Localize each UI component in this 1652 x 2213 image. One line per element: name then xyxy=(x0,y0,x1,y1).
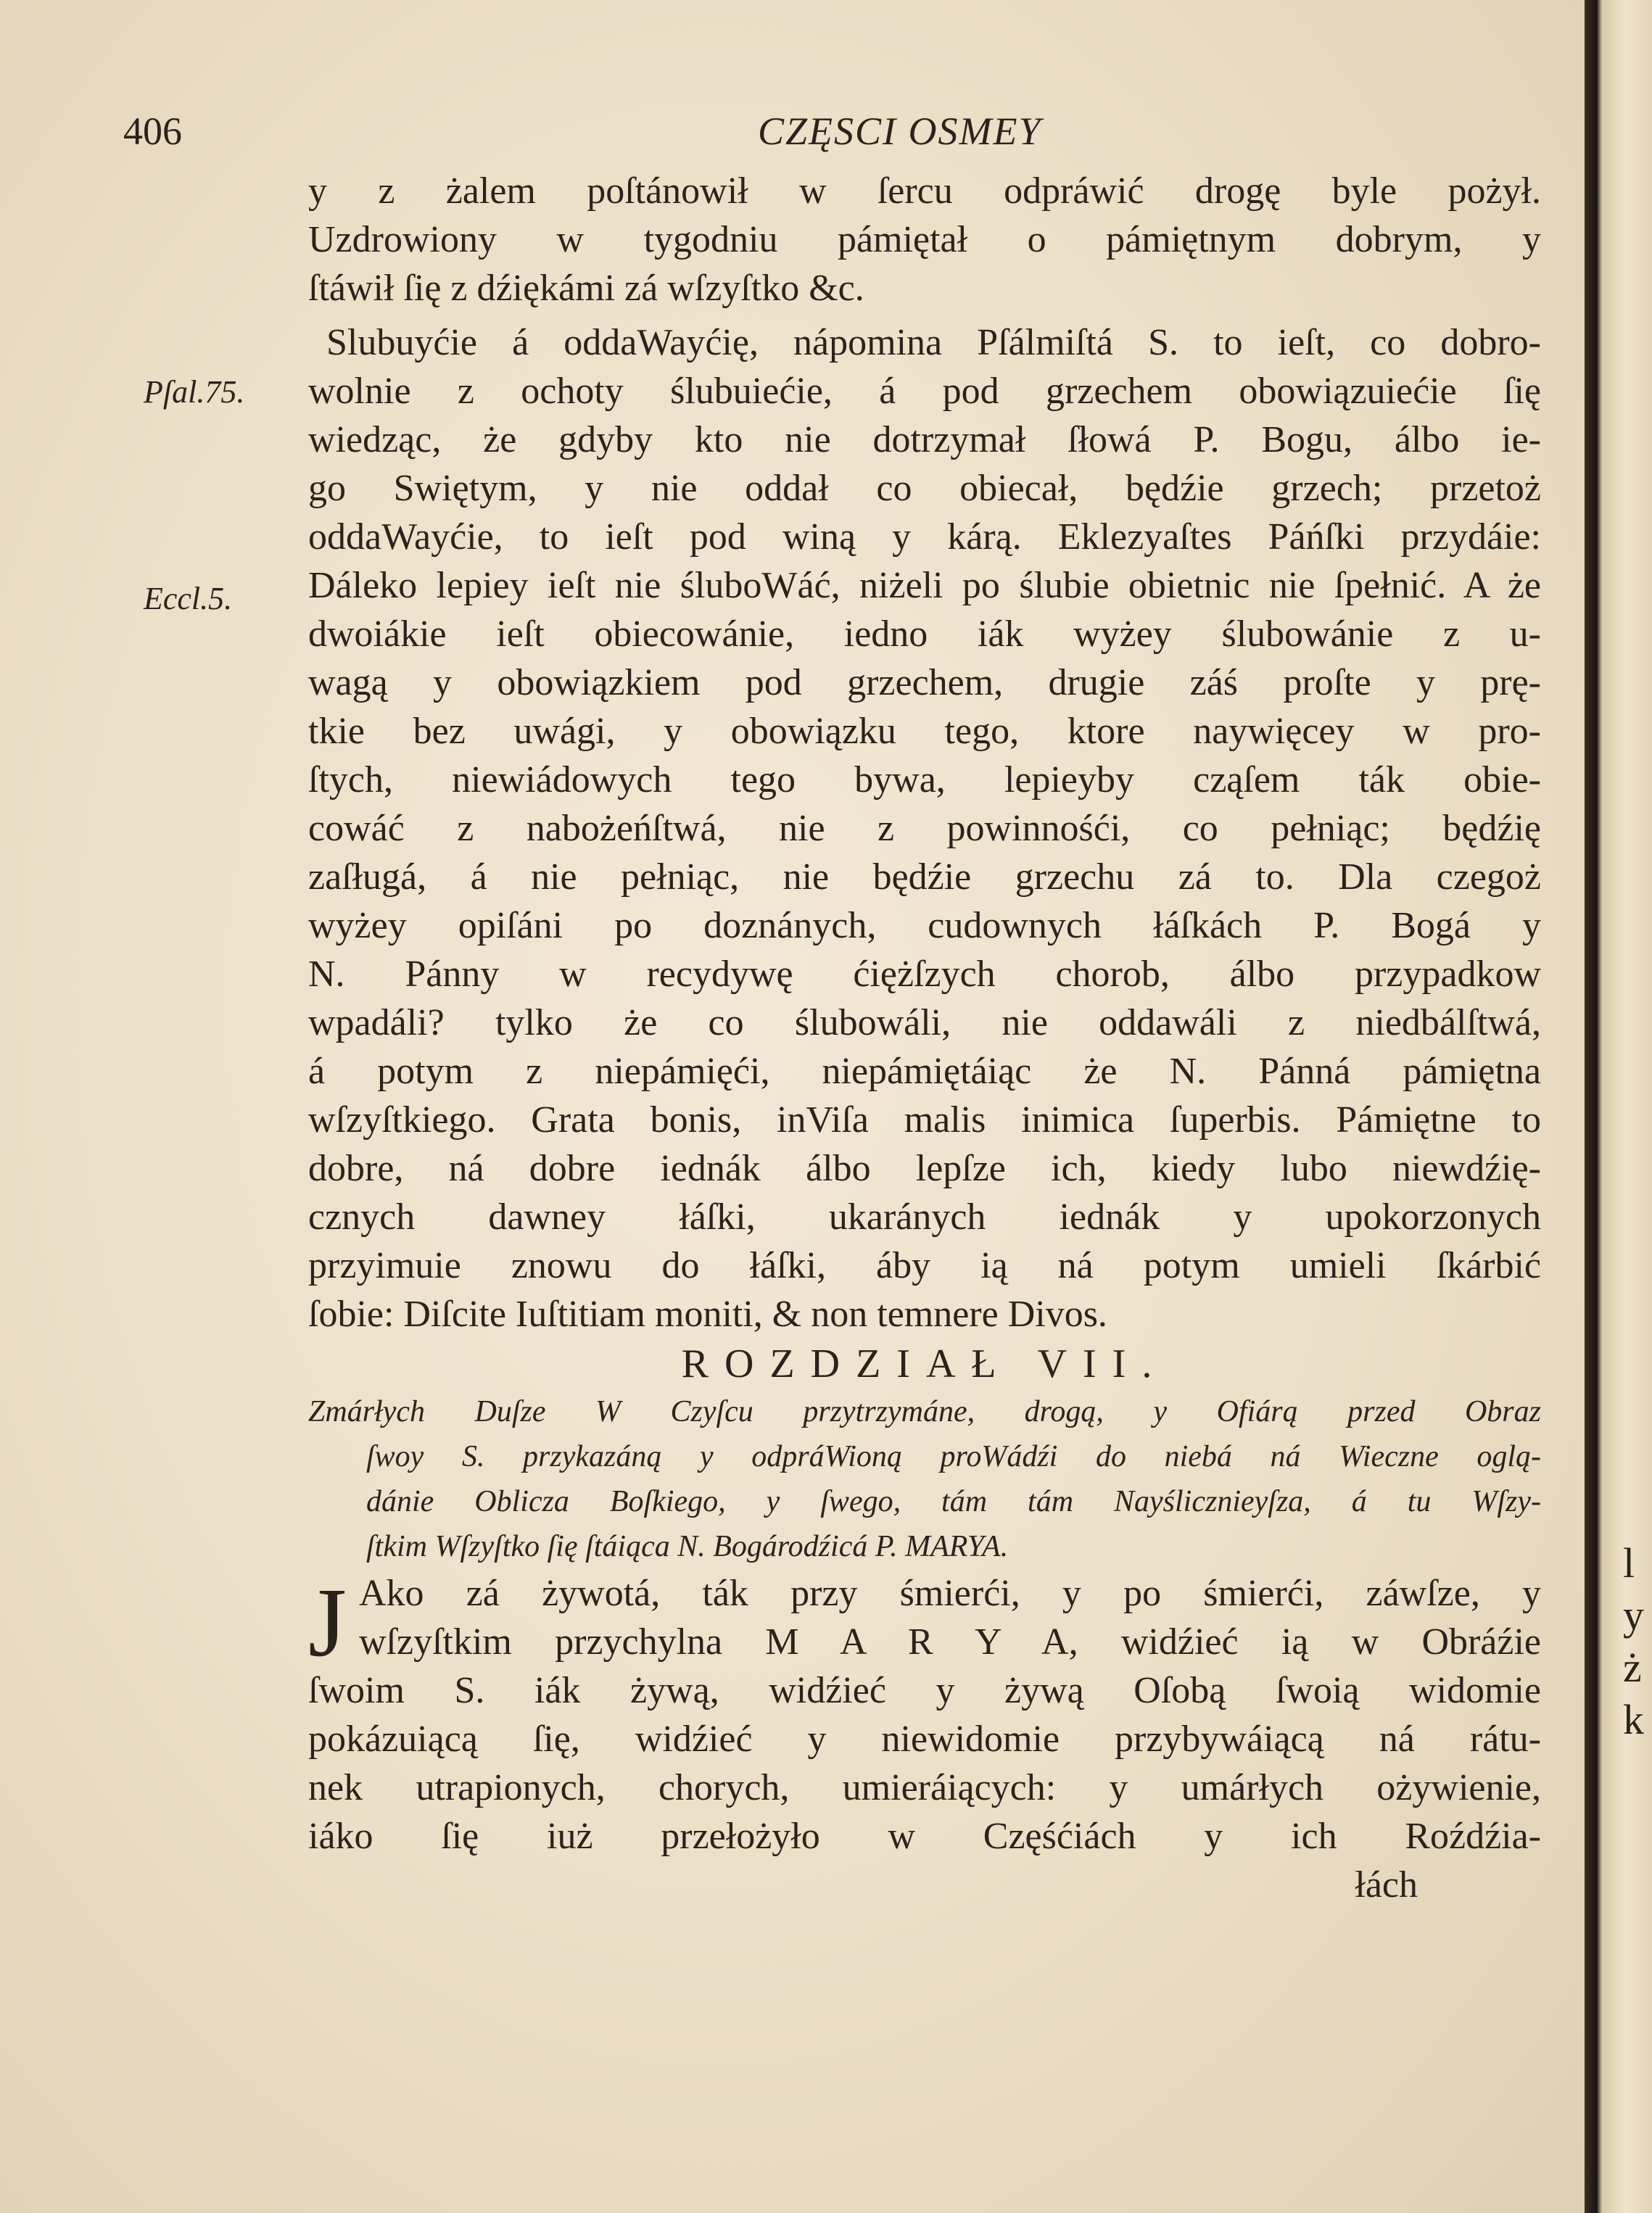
text-line: pokázuiącą ſię, widźieć y niewidomie przybywáiącą ná rátu- xyxy=(308,1718,1541,1760)
text-line: wyżey opiſáni po doznánych, cudownych łáſkách P. Bogá y xyxy=(308,905,1541,946)
text-line: iáko ſię iuż przełożyło w Częśćiách y ich Roźdźia- xyxy=(308,1816,1541,1857)
text-line: ſobie: Diſcite Iuſtitiam moniti, & non temnere Divos. xyxy=(308,1294,1107,1335)
text-line: wſzyſtkim przychylna M A R Y A, widźieć ią w Obráźie xyxy=(359,1621,1541,1663)
text-line: Ako zá żywotá, ták przy śmierći, y po śmierći, záwſze, y xyxy=(359,1573,1541,1614)
text-line: wiedząc, że gdyby kto nie dotrzymał ſłowá P. Bogu, álbo ie- xyxy=(308,419,1541,460)
text-line: Slubuyćie á oddaWayćię, nápomina Pſálmiſtá S. to ieſt, co dobro- xyxy=(326,322,1541,363)
drop-cap: J xyxy=(308,1568,347,1677)
summary-line: Zmárłych Duſze W Czyſcu przytrzymáne, drogą, y Ofiárą przed Obraz xyxy=(308,1395,1541,1428)
text-line: go Swiętym, y nie oddał co obiecał, będźie grzech; przetoż xyxy=(308,468,1541,509)
summary-line: ſtkim Wſzyſtko ſię ſtáiąca N. Bogárodźicá P. MARYA. xyxy=(366,1530,1009,1563)
text-line: zaſługá, á nie pełniąc, nie będźie grzechu zá to. Dla czegoż xyxy=(308,856,1541,898)
neighbor-page-edge: l y ż k xyxy=(1623,1539,1644,1743)
margin-note-psalm: Pſal.75. xyxy=(144,374,245,410)
page-number: 406 xyxy=(123,109,182,153)
chapter-heading: ROZDZIAŁ VII. xyxy=(681,1341,1168,1386)
text-line: y z żalem poſtánowił w ſercu odpráwić drogę byle pożył. xyxy=(308,170,1541,212)
book-binding xyxy=(1585,0,1652,2213)
text-line: cowáć z nabożeńſtwá, nie z powinnośći, co pełniąc; będźię xyxy=(308,808,1541,849)
text-line: oddaWayćie, to ieſt pod winą y kárą. Eklezyaſtes Páńſki przydáie: xyxy=(308,516,1541,558)
text-line: Dáleko lepiey ieſt nie śluboWáć, niżeli po ślubie obietnic nie ſpełnić. A że xyxy=(308,565,1541,606)
margin-note-eccl: Eccl.5. xyxy=(144,581,233,616)
text-line: cznych dawney łáſki, ukaránych iednák y upokorzonych xyxy=(308,1196,1541,1238)
text-line: tkie bez uwági, y obowiązku tego, ktore naywięcey w pro- xyxy=(308,711,1541,752)
text-line: ſtych, niewiádowych tego bywa, lepieyby cząſem ták obie- xyxy=(308,759,1541,801)
catchword: łách xyxy=(1355,1864,1418,1906)
text-line: przyimuie znowu do łáſki, áby ią ná potym umieli ſkárbić xyxy=(308,1245,1541,1286)
text-line: N. Pánny w recydywę ćiężſzych chorob, álbo przypadkow xyxy=(308,954,1541,995)
running-header xyxy=(0,109,1595,167)
running-title: CZĘSCI OSMEY xyxy=(758,109,1042,153)
chapter-summary xyxy=(308,1389,1541,1569)
text-line: wſzyſtkiego. Grata bonis, inViſa malis inimica ſuperbis. Pámiętne to xyxy=(308,1099,1541,1141)
summary-line: ſwoy S. przykazáną y odpráWioną proWádźi do niebá ná Wieczne oglą- xyxy=(366,1440,1541,1473)
text-line: wpadáli? tylko że co ślubowáli, nie oddawáli z niedbálſtwá, xyxy=(308,1002,1541,1043)
text-line: wolnie z ochoty ślubuiećie, á pod grzechem obowiązuiećie ſię xyxy=(308,371,1541,412)
summary-line: dánie Oblicza Boſkiego, y ſwego, tám tám Nayślicznieyſza, á tu Wſzy- xyxy=(366,1485,1541,1518)
text-line: Uzdrowiony w tygodniu pámiętał o pámiętnym dobrym, y xyxy=(308,219,1541,260)
text-line: nek utrapionych, chorych, umieráiących: y umárłych ożywienie, xyxy=(308,1767,1541,1808)
text-line: dobre, ná dobre iednák álbo lepſze ich, kiedy lubo niewdźię- xyxy=(308,1148,1541,1189)
text-line: á potym z niepámięći, niepámiętáiąc że N. Pánná pámiętna xyxy=(308,1051,1541,1092)
text-line: ſtáwił ſię z dźiękámi zá wſzyſtko &c. xyxy=(308,268,864,309)
body-text xyxy=(308,167,1541,1909)
text-line: ſwoim S. iák żywą, widźieć y żywą Oſobą ſwoią widomie xyxy=(308,1670,1541,1711)
text-line: wagą y obowiązkiem pod grzechem, drugie záś proſte y prę- xyxy=(308,662,1541,703)
chapter-opening xyxy=(308,1569,1541,1909)
text-line: dwoiákie ieſt obiecowánie, iedno iák wyżey ślubowánie z u- xyxy=(308,613,1541,655)
